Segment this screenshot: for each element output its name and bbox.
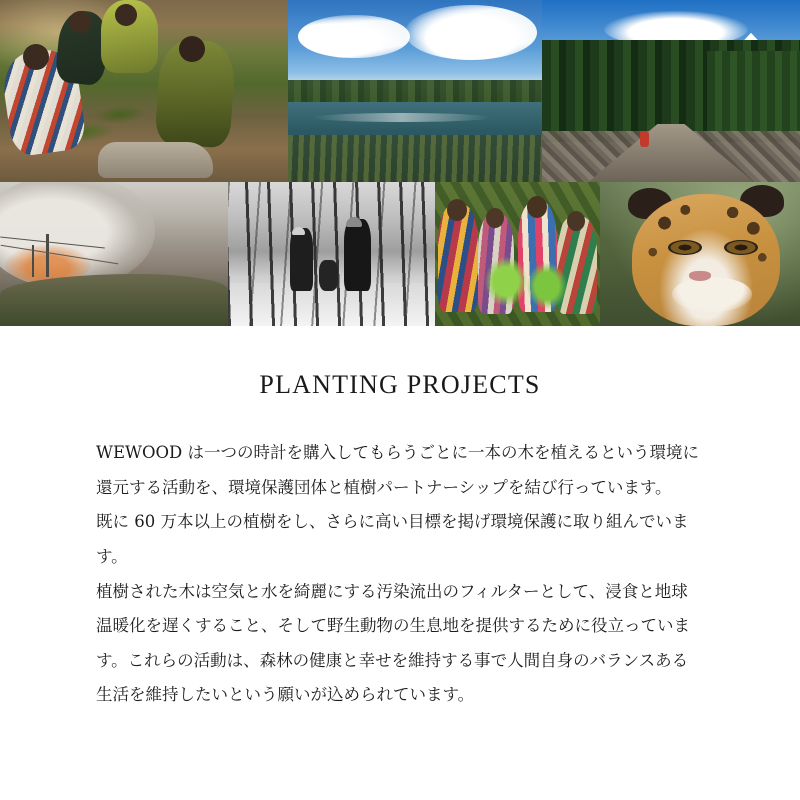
photo-conifer-forest-trail	[542, 0, 800, 182]
photo-wetland-lake-clouds	[288, 0, 542, 182]
content-section	[0, 370, 800, 713]
paragraph-2: 既に 60 万本以上の植樹をし、さらに高い目標を掲げ環境保護に取り組んでいます。	[96, 512, 689, 566]
collage-row-top	[0, 0, 800, 182]
photo-collage	[0, 0, 800, 326]
photo-art	[228, 182, 435, 326]
photo-wildfire-smoke-pylon	[0, 182, 228, 326]
photo-art	[288, 0, 542, 182]
page-title: PLANTING PROJECTS	[259, 370, 541, 399]
photo-ocelot-face	[600, 182, 800, 326]
photo-art	[542, 0, 800, 182]
photo-women-holding-plants	[435, 182, 600, 326]
photo-art	[435, 182, 600, 326]
body-copy	[96, 436, 704, 713]
photo-firefighters-burned-forest-bw	[228, 182, 435, 326]
collage-row-bottom	[0, 182, 800, 326]
paragraph-3: 植樹された木は空気と水を綺麗にする汚染流出のフィルターとして、浸食と地球温暖化を遅くすること、そして野生動物の生息地を提供するために役立っています。これらの活動は、森林の健康と幸せを維持する事で人間自身のバランスある生活を維持したいという願いが込められています。	[96, 581, 690, 705]
paragraph-1: WEWOOD は一つの時計を購入してもらうごとに一本の木を植えるという環境に還元する活動を、環境保護団体と植樹パートナーシップを結び行っています。	[96, 443, 699, 497]
photo-art	[0, 182, 228, 326]
photo-art	[600, 182, 800, 326]
photo-art	[0, 0, 288, 182]
photo-children-planting-seedlings	[0, 0, 288, 182]
